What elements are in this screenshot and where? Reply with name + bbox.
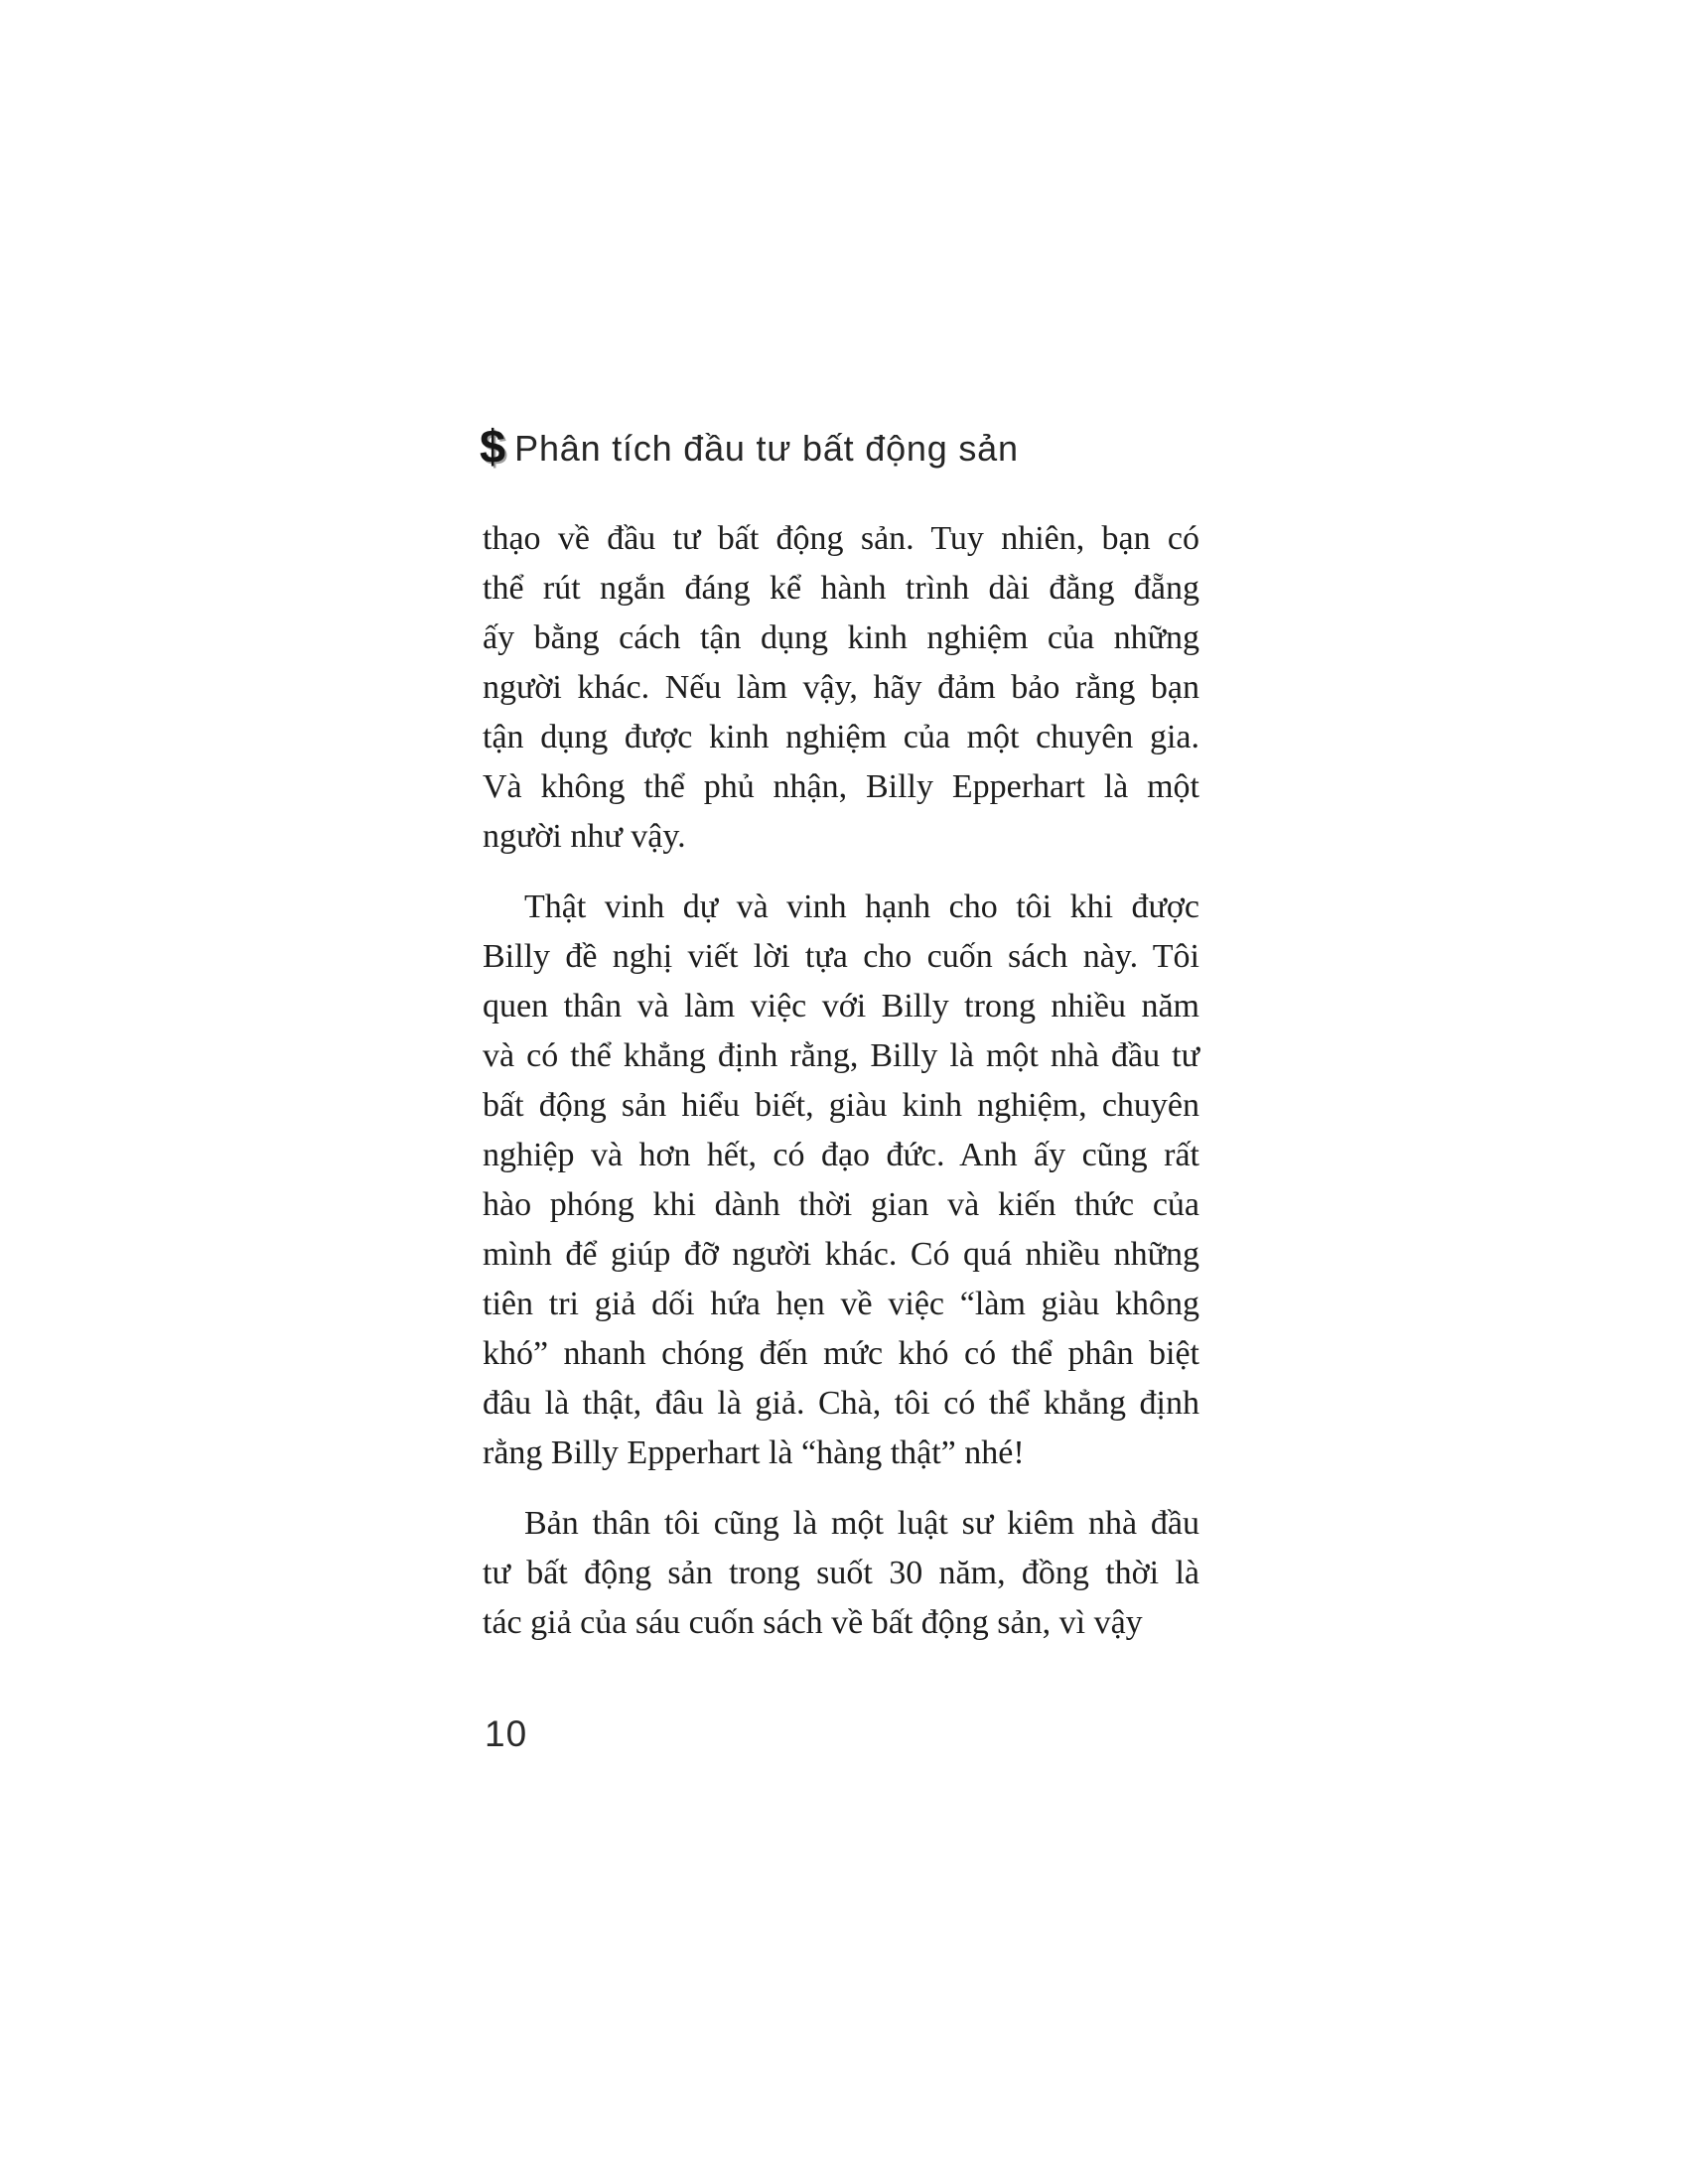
paragraph	[483, 514, 1199, 862]
text-line: đâu là thật, đâu là giả. Chà, tôi có thể khẳng định	[483, 1385, 1199, 1422]
text-line: rằng Billy Epperhart là “hàng thật” nhé!	[483, 1434, 1025, 1471]
text-line: người như vậy.	[483, 818, 686, 855]
text-line: Billy đề nghị viết lời tựa cho cuốn sách này. Tôi	[483, 938, 1199, 975]
text-line: thạo về đầu tư bất động sản. Tuy nhiên, bạn có	[483, 520, 1199, 557]
running-header	[480, 420, 1019, 473]
text-line: tư bất động sản trong suốt 30 năm, đồng thời là	[483, 1555, 1199, 1591]
text-line: Thật vinh dự và vinh hạnh cho tôi khi được	[524, 888, 1199, 925]
paragraph	[483, 883, 1199, 1478]
running-header-title: Phân tích đầu tư bất động sản	[514, 428, 1019, 469]
text-line: khó” nhanh chóng đến mức khó có thể phân biệt	[483, 1335, 1199, 1372]
text-line: người khác. Nếu làm vậy, hãy đảm bảo rằng bạn	[483, 669, 1199, 706]
body-text	[483, 514, 1199, 1648]
text-line: Và không thể phủ nhận, Billy Epperhart là một	[483, 768, 1199, 805]
paragraph	[483, 1499, 1199, 1648]
page-number: 10	[485, 1713, 528, 1754]
text-line: Bản thân tôi cũng là một luật sư kiêm nhà đầu	[524, 1505, 1199, 1542]
text-line: nghiệp và hơn hết, có đạo đức. Anh ấy cũng rất	[483, 1137, 1199, 1173]
text-line: tận dụng được kinh nghiệm của một chuyên gia.	[483, 719, 1199, 755]
text-line: tác giả của sáu cuốn sách về bất động sản, vì vậy	[483, 1604, 1143, 1641]
text-line: quen thân và làm việc với Billy trong nhiều năm	[483, 988, 1199, 1024]
dollar-logo-icon: $	[480, 420, 506, 473]
text-line: mình để giúp đỡ người khác. Có quá nhiều những	[483, 1236, 1199, 1273]
text-line: thể rút ngắn đáng kể hành trình dài đằng đẵng	[483, 570, 1199, 607]
text-line: tiên tri giả dối hứa hẹn về việc “làm giàu không	[483, 1286, 1199, 1322]
text-line: bất động sản hiểu biết, giàu kinh nghiệm, chuyên	[483, 1087, 1199, 1124]
text-line: và có thể khẳng định rằng, Billy là một nhà đầu tư	[483, 1037, 1199, 1074]
text-line: hào phóng khi dành thời gian và kiến thức của	[483, 1186, 1199, 1223]
text-line: ấy bằng cách tận dụng kinh nghiệm của những	[483, 619, 1199, 656]
